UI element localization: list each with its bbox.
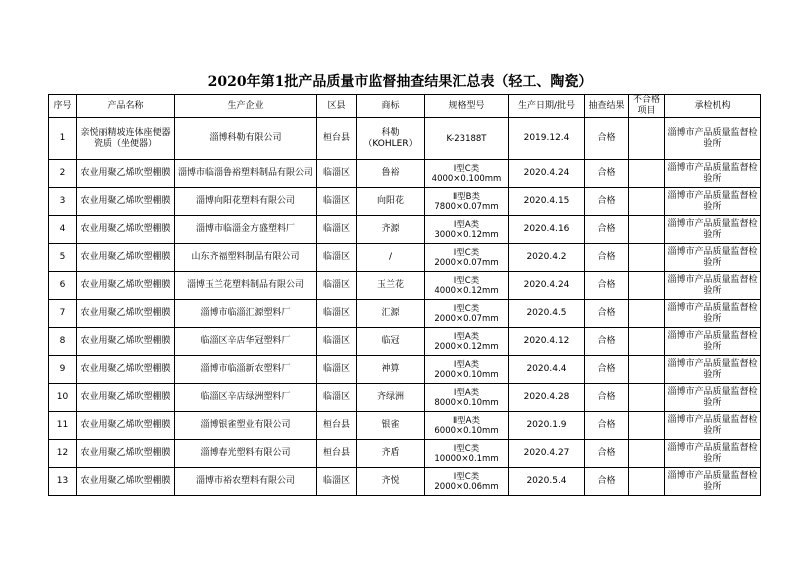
inspection-result-cell: 合格 xyxy=(585,160,629,188)
row-number-cell: 10 xyxy=(49,384,77,412)
inspection-result-cell: 合格 xyxy=(585,468,629,496)
spec-model-cell: Ⅰ型C类2000×0.06mm xyxy=(425,468,509,496)
spec-model-cell: Ⅰ型A类3000×0.12mm xyxy=(425,216,509,244)
company-name-cell: 淄博银雀塑业有限公司 xyxy=(175,412,317,440)
table-row xyxy=(49,328,761,356)
testing-agency-cell: 淄博市产品质量监督检验所 xyxy=(665,384,761,412)
failed-items-cell xyxy=(629,300,665,328)
production-date-cell: 2020.4.28 xyxy=(509,384,585,412)
inspection-result-cell: 合格 xyxy=(585,272,629,300)
product-name-cell: 农业用聚乙烯吹塑棚膜 xyxy=(77,188,175,216)
production-date-cell: 2020.5.4 xyxy=(509,468,585,496)
row-number-cell: 11 xyxy=(49,412,77,440)
brand-cell: 向阳花 xyxy=(357,188,425,216)
brand-cell: 齐源 xyxy=(357,216,425,244)
table-row xyxy=(49,384,761,412)
company-name-cell: 淄博市临淄金方盛塑料厂 xyxy=(175,216,317,244)
spec-model-cell: Ⅰ型C类2000×0.07mm xyxy=(425,244,509,272)
production-date-cell: 2020.4.15 xyxy=(509,188,585,216)
results-table xyxy=(48,94,761,496)
inspection-result-cell: 合格 xyxy=(585,328,629,356)
district-cell: 桓台县 xyxy=(317,118,357,160)
product-name-cell: 农业用聚乙烯吹塑棚膜 xyxy=(77,468,175,496)
brand-cell: 神算 xyxy=(357,356,425,384)
failed-items-cell xyxy=(629,356,665,384)
brand-cell: 齐盾 xyxy=(357,440,425,468)
district-cell: 临淄区 xyxy=(317,160,357,188)
production-date-cell: 2020.4.2 xyxy=(509,244,585,272)
brand-cell: / xyxy=(357,244,425,272)
brand-cell: 银雀 xyxy=(357,412,425,440)
product-name-cell: 农业用聚乙烯吹塑棚膜 xyxy=(77,160,175,188)
table-row xyxy=(49,244,761,272)
failed-items-cell xyxy=(629,384,665,412)
brand-cell: 科勒（KOHLER） xyxy=(357,118,425,160)
product-name-cell: 农业用聚乙烯吹塑棚膜 xyxy=(77,440,175,468)
table-row xyxy=(49,440,761,468)
table-row xyxy=(49,216,761,244)
district-cell: 临淄区 xyxy=(317,300,357,328)
spec-model-cell: Ⅰ型A类2000×0.10mm xyxy=(425,356,509,384)
testing-agency-cell: 淄博市产品质量监督检验所 xyxy=(665,300,761,328)
spec-model-cell: K-23188T xyxy=(425,118,509,160)
testing-agency-cell: 淄博市产品质量监督检验所 xyxy=(665,356,761,384)
table-row xyxy=(49,412,761,440)
header-cell: 产品名称 xyxy=(77,95,175,118)
failed-items-cell xyxy=(629,216,665,244)
production-date-cell: 2020.4.5 xyxy=(509,300,585,328)
spec-model-cell: Ⅱ型B类7800×0.07mm xyxy=(425,188,509,216)
district-cell: 临淄区 xyxy=(317,356,357,384)
testing-agency-cell: 淄博市产品质量监督检验所 xyxy=(665,188,761,216)
table-row xyxy=(49,118,761,160)
district-cell: 临淄区 xyxy=(317,468,357,496)
header-cell: 生产企业 xyxy=(175,95,317,118)
district-cell: 临淄区 xyxy=(317,244,357,272)
header-cell: 不合格项目 xyxy=(629,95,665,118)
company-name-cell: 淄博市临淄汇源塑料厂 xyxy=(175,300,317,328)
inspection-result-cell: 合格 xyxy=(585,244,629,272)
company-name-cell: 临淄区辛店绿洲塑料厂 xyxy=(175,384,317,412)
testing-agency-cell: 淄博市产品质量监督检验所 xyxy=(665,412,761,440)
district-cell: 临淄区 xyxy=(317,384,357,412)
district-cell: 临淄区 xyxy=(317,188,357,216)
product-name-cell: 农业用聚乙烯吹塑棚膜 xyxy=(77,244,175,272)
testing-agency-cell: 淄博市产品质量监督检验所 xyxy=(665,272,761,300)
company-name-cell: 淄博春光塑料有限公司 xyxy=(175,440,317,468)
inspection-result-cell: 合格 xyxy=(585,412,629,440)
company-name-cell: 临淄区辛店华冠塑料厂 xyxy=(175,328,317,356)
product-name-cell: 农业用聚乙烯吹塑棚膜 xyxy=(77,272,175,300)
district-cell: 桓台县 xyxy=(317,412,357,440)
spec-model-cell: Ⅰ型A类8000×0.10mm xyxy=(425,384,509,412)
failed-items-cell xyxy=(629,272,665,300)
table-row xyxy=(49,468,761,496)
table-row xyxy=(49,188,761,216)
failed-items-cell xyxy=(629,468,665,496)
district-cell: 桓台县 xyxy=(317,440,357,468)
inspection-result-cell: 合格 xyxy=(585,300,629,328)
district-cell: 临淄区 xyxy=(317,272,357,300)
testing-agency-cell: 淄博市产品质量监督检验所 xyxy=(665,118,761,160)
inspection-result-cell: 合格 xyxy=(585,384,629,412)
company-name-cell: 淄博向阳花塑料有限公司 xyxy=(175,188,317,216)
production-date-cell: 2020.1.9 xyxy=(509,412,585,440)
header-cell: 生产日期/批号 xyxy=(509,95,585,118)
brand-cell: 汇源 xyxy=(357,300,425,328)
brand-cell: 鲁裕 xyxy=(357,160,425,188)
inspection-result-cell: 合格 xyxy=(585,188,629,216)
production-date-cell: 2020.4.27 xyxy=(509,440,585,468)
header-cell: 规格型号 xyxy=(425,95,509,118)
company-name-cell: 淄博市临淄鲁裕塑料制品有限公司 xyxy=(175,160,317,188)
district-cell: 临淄区 xyxy=(317,328,357,356)
brand-cell: 齐悦 xyxy=(357,468,425,496)
company-name-cell: 淄博市裕农塑料有限公司 xyxy=(175,468,317,496)
row-number-cell: 12 xyxy=(49,440,77,468)
row-number-cell: 7 xyxy=(49,300,77,328)
product-name-cell: 农业用聚乙烯吹塑棚膜 xyxy=(77,412,175,440)
brand-cell: 齐绿洲 xyxy=(357,384,425,412)
failed-items-cell xyxy=(629,160,665,188)
row-number-cell: 3 xyxy=(49,188,77,216)
failed-items-cell xyxy=(629,440,665,468)
production-date-cell: 2020.4.12 xyxy=(509,328,585,356)
header-cell: 抽查结果 xyxy=(585,95,629,118)
product-name-cell: 农业用聚乙烯吹塑棚膜 xyxy=(77,356,175,384)
page-title: 2020年第1批产品质量市监督抽查结果汇总表（轻工、陶瓷） xyxy=(207,74,593,90)
header-cell: 序号 xyxy=(49,95,77,118)
inspection-result-cell: 合格 xyxy=(585,118,629,160)
row-number-cell: 9 xyxy=(49,356,77,384)
row-number-cell: 8 xyxy=(49,328,77,356)
testing-agency-cell: 淄博市产品质量监督检验所 xyxy=(665,216,761,244)
brand-cell: 玉兰花 xyxy=(357,272,425,300)
product-name-cell: 农业用聚乙烯吹塑棚膜 xyxy=(77,300,175,328)
testing-agency-cell: 淄博市产品质量监督检验所 xyxy=(665,468,761,496)
product-name-cell: 农业用聚乙烯吹塑棚膜 xyxy=(77,328,175,356)
brand-cell: 临冠 xyxy=(357,328,425,356)
production-date-cell: 2020.4.24 xyxy=(509,272,585,300)
table-row xyxy=(49,160,761,188)
testing-agency-cell: 淄博市产品质量监督检验所 xyxy=(665,244,761,272)
spec-model-cell: Ⅰ型C类4000×0.12mm xyxy=(425,272,509,300)
header-row xyxy=(49,95,761,118)
header-cell: 承检机构 xyxy=(665,95,761,118)
header-cell: 商标 xyxy=(357,95,425,118)
testing-agency-cell: 淄博市产品质量监督检验所 xyxy=(665,328,761,356)
table-row xyxy=(49,300,761,328)
production-date-cell: 2019.12.4 xyxy=(509,118,585,160)
district-cell: 临淄区 xyxy=(317,216,357,244)
product-name-cell: 亲悦丽精坡连体座便器瓷质（坐便器） xyxy=(77,118,175,160)
testing-agency-cell: 淄博市产品质量监督检验所 xyxy=(665,440,761,468)
testing-agency-cell: 淄博市产品质量监督检验所 xyxy=(665,160,761,188)
company-name-cell: 山东齐福塑料制品有限公司 xyxy=(175,244,317,272)
row-number-cell: 13 xyxy=(49,468,77,496)
spec-model-cell: Ⅰ型C类10000×0.1mm xyxy=(425,440,509,468)
company-name-cell: 淄博科勒有限公司 xyxy=(175,118,317,160)
failed-items-cell xyxy=(629,188,665,216)
failed-items-cell xyxy=(629,328,665,356)
spec-model-cell: Ⅱ型A类6000×0.10mm xyxy=(425,412,509,440)
product-name-cell: 农业用聚乙烯吹塑棚膜 xyxy=(77,216,175,244)
production-date-cell: 2020.4.4 xyxy=(509,356,585,384)
row-number-cell: 5 xyxy=(49,244,77,272)
failed-items-cell xyxy=(629,244,665,272)
failed-items-cell xyxy=(629,412,665,440)
inspection-result-cell: 合格 xyxy=(585,356,629,384)
row-number-cell: 2 xyxy=(49,160,77,188)
row-number-cell: 4 xyxy=(49,216,77,244)
production-date-cell: 2020.4.24 xyxy=(509,160,585,188)
header-cell: 区县 xyxy=(317,95,357,118)
table-row xyxy=(49,356,761,384)
inspection-result-cell: 合格 xyxy=(585,440,629,468)
table-row xyxy=(49,272,761,300)
production-date-cell: 2020.4.16 xyxy=(509,216,585,244)
failed-items-cell xyxy=(629,118,665,160)
spec-model-cell: Ⅰ型A类2000×0.12mm xyxy=(425,328,509,356)
row-number-cell: 1 xyxy=(49,118,77,160)
inspection-result-cell: 合格 xyxy=(585,216,629,244)
product-name-cell: 农业用聚乙烯吹塑棚膜 xyxy=(77,384,175,412)
company-name-cell: 淄博市临淄新农塑料厂 xyxy=(175,356,317,384)
row-number-cell: 6 xyxy=(49,272,77,300)
spec-model-cell: Ⅰ型C类4000×0.100mm xyxy=(425,160,509,188)
company-name-cell: 淄博玉兰花塑料制品有限公司 xyxy=(175,272,317,300)
spec-model-cell: Ⅰ型C类2000×0.07mm xyxy=(425,300,509,328)
